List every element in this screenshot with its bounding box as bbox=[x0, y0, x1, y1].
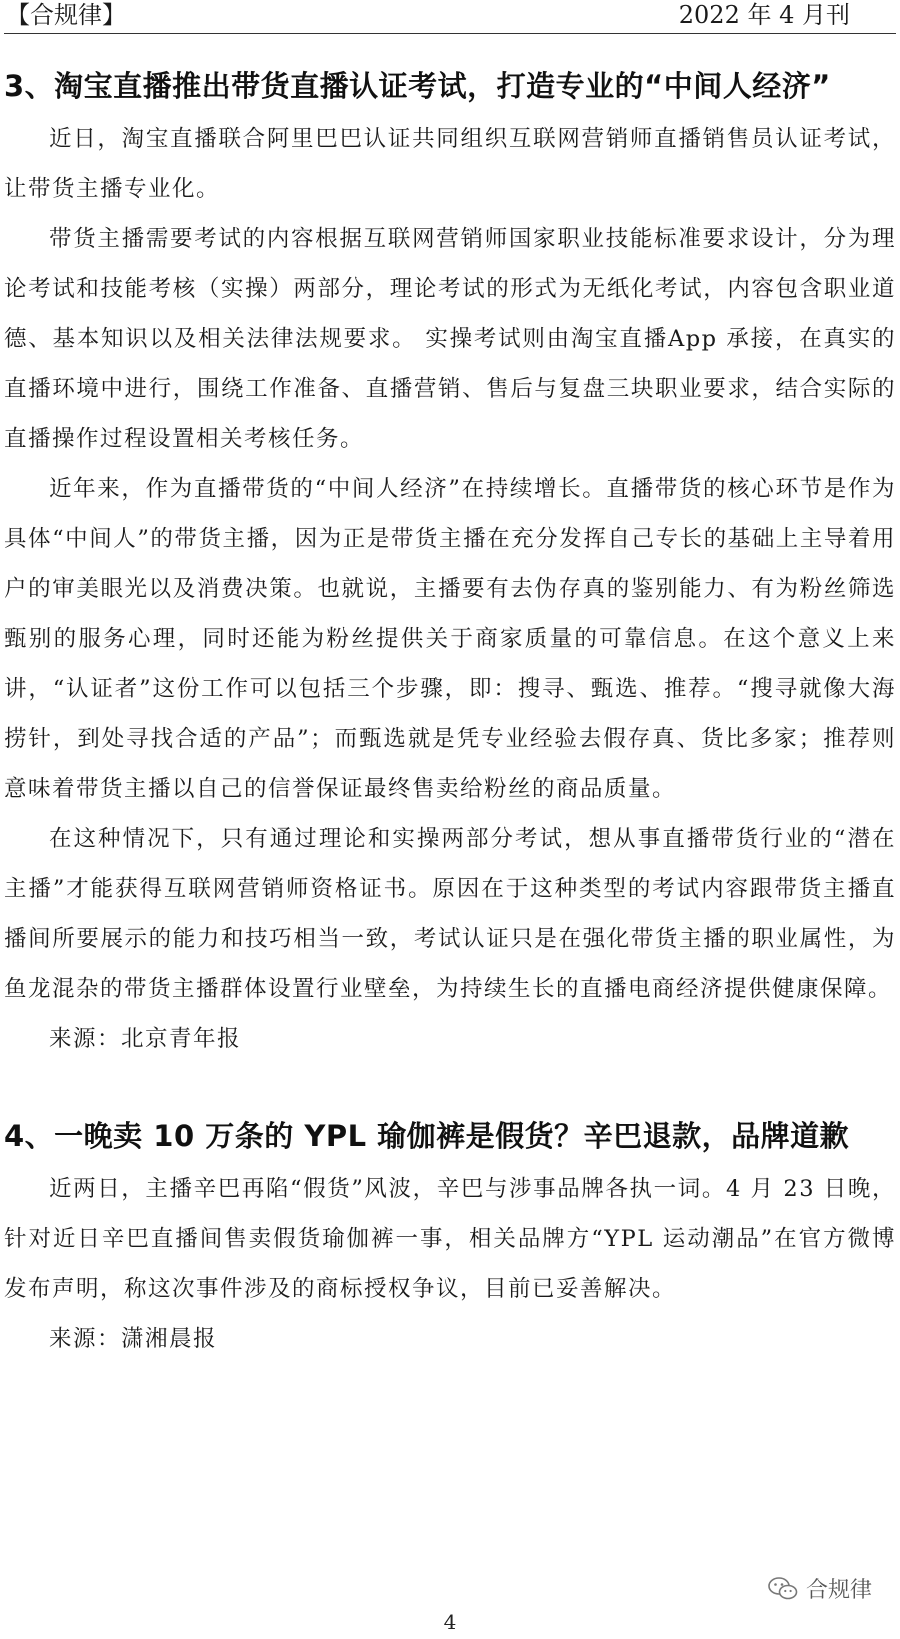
section-3-paragraph: 带货主播需要考试的内容根据互联网营销师国家职业技能标准要求设计，分为理论考试和技能考核（实操）两部分，理论考试的形式为无纸化考试，内容包含职业道德、基本知识以及相关法律法规要求。 实操考试则由淘宝直播App 承接，在真实的直播环境中进行，围绕工作准备、直播营销、售后与复盘三块职业要求，结合实际的直播操作过程设置相关考核任务。 bbox=[4, 226, 896, 452]
publication-name: 【合规律】 bbox=[6, 1, 126, 29]
section-4-source: 来源：潇湘晨报 bbox=[49, 1326, 218, 1352]
section-4-title: 4、一晚卖 10 万条的 YPL 瑜伽裤是假货？辛巴退款，品牌道歉 bbox=[4, 1119, 850, 1153]
article-content bbox=[4, 58, 896, 1364]
page-number: 4 bbox=[443, 1610, 457, 1634]
section-3-paragraph: 近年来，作为直播带货的“中间人经济”在持续增长。直播带货的核心环节是作为具体“中间人”的带货主播，因为正是带货主播在充分发挥自己专长的基础上主导着用户的审美眼光以及消费决策。也就说，主播要有去伪存真的鉴别能力、有为粉丝筛选甄别的服务心理，同时还能为粉丝提供关于商家质量的可靠信息。在这个意义上来讲，“认证者”这份工作可以包括三个步骤，即：搜寻、甄选、推荐。“搜寻就像大海捞针，到处寻找合适的产品”；而甄选就是凭专业经验去假存真、货比多家；推荐则意味着带货主播以自己的信誉保证最终售卖给粉丝的商品质量。 bbox=[4, 476, 896, 802]
section-3-title: 3、淘宝直播推出带货直播认证考试，打造专业的“中间人经济” bbox=[4, 69, 831, 103]
section-3-paragraph: 在这种情况下，只有通过理论和实操两部分考试，想从事直播带货行业的“潜在主播”才能获得互联网营销师资格证书。原因在于这种类型的考试内容跟带货主播直播间所要展示的能力和技巧相当一致，考试认证只是在强化带货主播的职业属性，为鱼龙混杂的带货主播群体设置行业壁垒，为持续生长的直播电商经济提供健康保障。 bbox=[4, 826, 896, 1002]
watermark-text: 合规律 bbox=[806, 1578, 873, 1603]
section-4-paragraph: 近两日，主播辛巴再陷“假货”风波，辛巴与涉事品牌各执一词。4 月 23 日晚，针对近日辛巴直播间售卖假货瑜伽裤一事，相关品牌方“YPL 运动潮品”在官方微博发布声明，称这次事件涉及的商标授权争议，目前已妥善解决。 bbox=[4, 1176, 896, 1302]
header-divider bbox=[4, 33, 896, 34]
page-header bbox=[0, 0, 900, 40]
section-3-source: 来源：北京青年报 bbox=[49, 1026, 242, 1052]
section-3-paragraph: 近日，淘宝直播联合阿里巴巴认证共同组织互联网营销师直播销售员认证考试，让带货主播专业化。 bbox=[4, 126, 896, 202]
wechat-icon bbox=[768, 1576, 798, 1602]
issue-date: 2022 年 4 月刊 bbox=[678, 1, 850, 29]
wechat-watermark bbox=[768, 1573, 872, 1604]
section-spacer bbox=[4, 1064, 896, 1108]
